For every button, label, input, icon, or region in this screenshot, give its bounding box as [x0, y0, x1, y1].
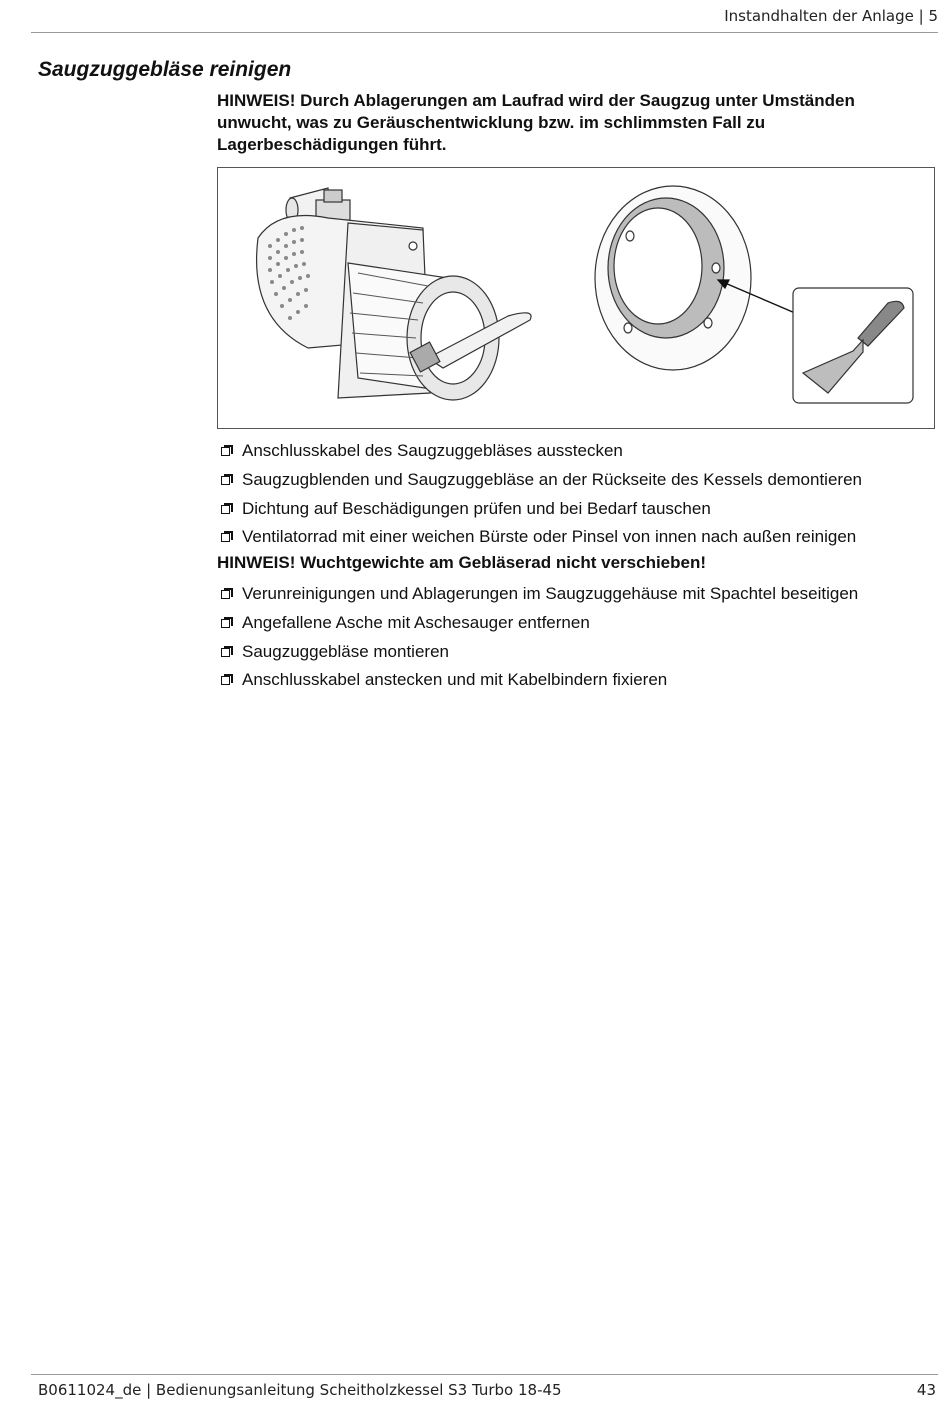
running-header: Instandhalten der Anlage | 5: [724, 7, 938, 25]
checkbox-icon: [221, 474, 233, 486]
spatula-inset-drawing: [793, 288, 913, 403]
checkbox-icon: [221, 531, 233, 543]
notice-deposits: HINWEIS! Durch Ablagerungen am Laufrad wird der Saugzug unter Umständen unwucht, was zu Geräuschentwicklung bzw. im schlimmsten Fall zu Lagerbeschädigungen führt.: [217, 91, 855, 154]
checkbox-icon: [221, 646, 233, 658]
section-title: Saugzuggebläse reinigen: [38, 58, 292, 81]
list-item: Saugzugblenden und Saugzuggebläse an der Rückseite des Kessels demontieren: [221, 466, 862, 495]
footer-divider: [31, 1374, 938, 1375]
header-divider: [31, 32, 938, 33]
checkbox-icon: [221, 617, 233, 629]
list-item: Anschlusskabel anstecken und mit Kabelbindern fixieren: [221, 666, 858, 695]
housing-opening-drawing: [595, 186, 795, 370]
list-item: Verunreinigungen und Ablagerungen im Saugzuggehäuse mit Spachtel beseitigen: [221, 580, 858, 609]
list-item: Angefallene Asche mit Aschesauger entfernen: [221, 609, 858, 638]
footer-document-title: B0611024_de | Bedienungsanleitung Scheitholzkessel S3 Turbo 18-45: [38, 1381, 562, 1399]
fan-cleaning-illustration: [217, 167, 935, 429]
notice-balance-weights: HINWEIS! Wuchtgewichte am Gebläserad nicht verschieben!: [217, 553, 707, 572]
fan-assembly-drawing: [257, 188, 531, 400]
page-number: 43: [916, 1381, 936, 1399]
step-list-b: [221, 580, 858, 695]
list-item: Saugzuggebläse montieren: [221, 637, 858, 666]
checkbox-icon: [221, 503, 233, 515]
step-list-a: [221, 437, 862, 552]
checkbox-icon: [221, 445, 233, 457]
list-item: Dichtung auf Beschädigungen prüfen und bei Bedarf tauschen: [221, 494, 862, 523]
checkbox-icon: [221, 588, 233, 600]
list-item: Ventilatorrad mit einer weichen Bürste oder Pinsel von innen nach außen reinigen: [221, 523, 862, 552]
checkbox-icon: [221, 674, 233, 686]
list-item: Anschlusskabel des Saugzuggebläses ausstecken: [221, 437, 862, 466]
